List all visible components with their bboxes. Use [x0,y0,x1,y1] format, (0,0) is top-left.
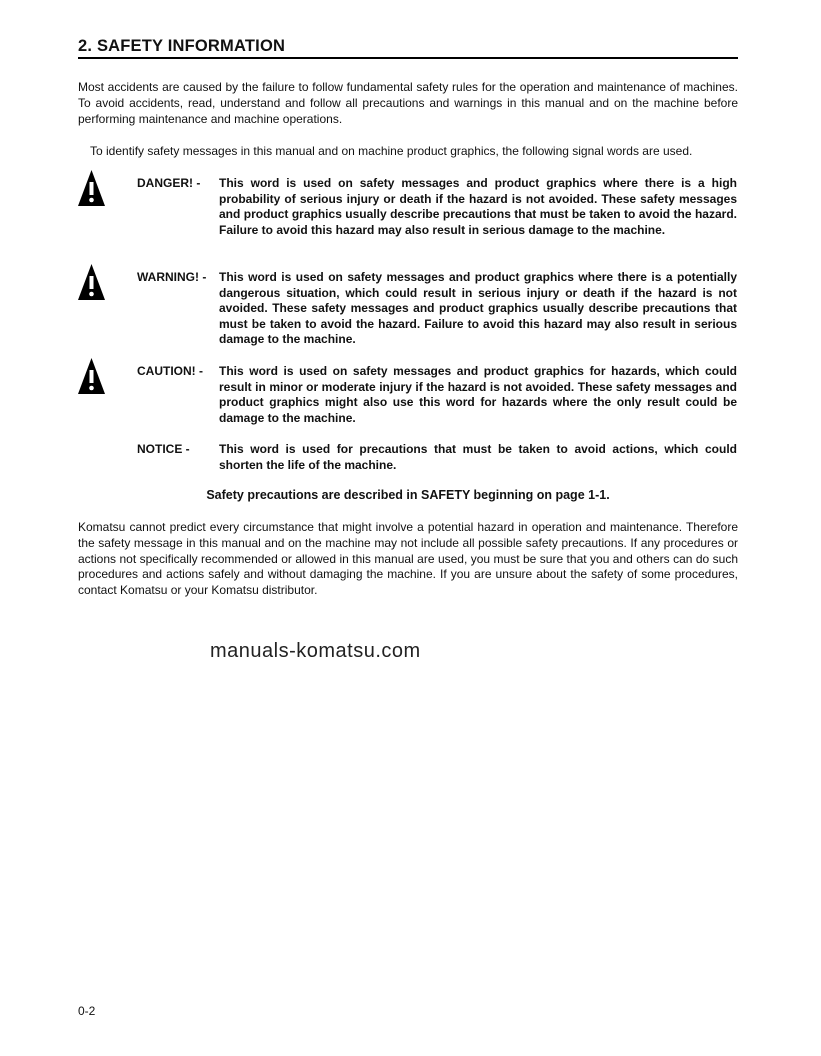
signal-description: This word is used on safety messages and product graphics for hazards, which could result in minor or moderate injury if the hazard is not avoided. These safety messages and product graphics might also use this word for hazards where the only result could be damage to the machine. [219,364,737,425]
page-number: 0-2 [78,1004,96,1018]
warning-triangle-icon [78,264,105,300]
watermark: manuals-komatsu.com [210,640,421,662]
page-title: 2. SAFETY INFORMATION [78,37,738,59]
precautions-note: Safety precautions are described in SAFETY beginning on page 1-1. [206,488,610,502]
signal-description: This word is used for precautions that must be taken to avoid actions, which could shorten the life of the machine. [219,442,737,472]
signal-description: This word is used on safety messages and product graphics where there is a high probability of serious injury or death if the hazard is not avoided. These safety messages and product graphics usually describe precautions that must be taken to avoid the hazard. Failure to avoid this hazard may also result in serious damage to the machine. [219,176,737,237]
intro-paragraph: Most accidents are caused by the failure to follow fundamental safety rules for the operation and maintenance of machines. To avoid accidents, read, understand and follow all precautions and warnings in this manual and on the machine before performing maintenance and machine operations. [78,80,738,126]
signal-label: DANGER! - [137,176,201,190]
signal-label: NOTICE - [137,442,190,456]
signal-description: This word is used on safety messages and product graphics where there is a potentially dangerous situation, which could result in serious injury or death if the hazard is not avoided. These safety messages and product graphics usually describe precautions that must be taken to avoid the hazard. Failure to avoid this hazard may also result in serious damage to the machine. [219,270,737,347]
warning-triangle-icon [78,358,105,394]
closing-paragraph: Komatsu cannot predict every circumstance that might involve a potential hazard in operation and maintenance. Therefore the safety message in this manual and on the machine may not include all possible safety precautions. If any procedures or actions not specifically recommended or allowed in this manual are used, you must be sure that you and others can do such procedures and actions safely and without damaging the machine. If you are unsure about the safety of some procedures, contact Komatsu or your Komatsu distributor. [78,520,738,598]
signal-words-intro: To identify safety messages in this manual and on machine product graphics, the following signal words are used. [90,144,693,158]
signal-label: CAUTION! - [137,364,203,378]
warning-triangle-icon [78,170,105,206]
signal-label: WARNING! - [137,270,207,284]
